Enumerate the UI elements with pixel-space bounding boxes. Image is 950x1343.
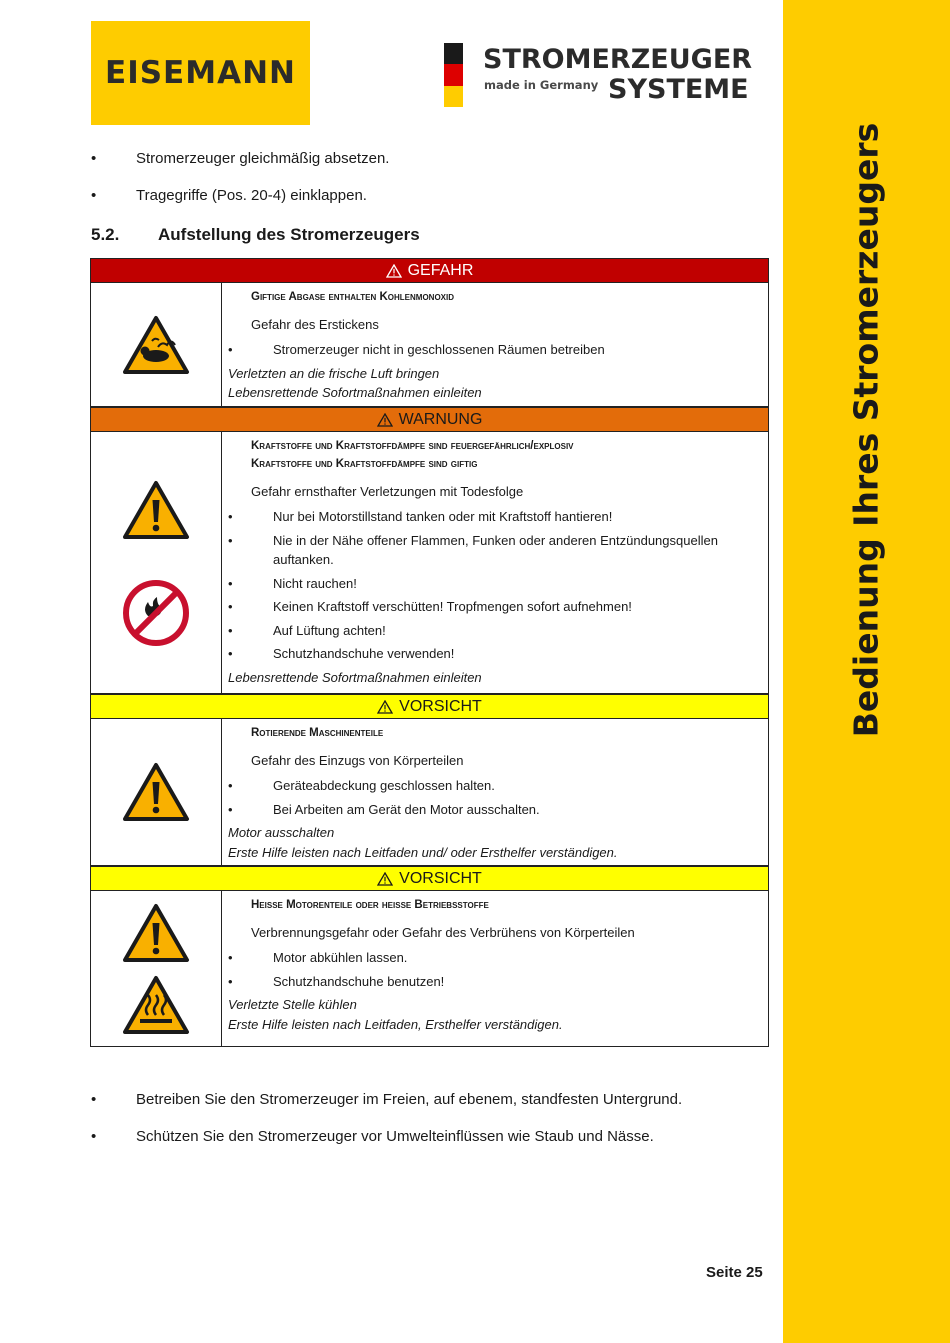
general-warning-icon [122, 480, 190, 540]
warning-triangle-icon [377, 413, 393, 427]
eisemann-logo [91, 21, 310, 125]
section-number: 5.2. [91, 225, 120, 244]
hot-surface-warning-icon [122, 975, 190, 1035]
hazard-header-caution [90, 694, 769, 719]
hazard-risk: Gefahr des Einzugs von Körperteilen [251, 753, 464, 768]
hazard-measure: • Nur bei Motorstillstand tanken oder mit Kraftstoff hantieren! [228, 507, 768, 527]
hazard-measure: • Motor abkühlen lassen. [228, 948, 768, 968]
hazard-header-danger [90, 258, 769, 283]
hazard-measure: • Auf Lüftung achten! [228, 621, 768, 641]
hazard-heading: Rotierende Maschinenteile [251, 727, 384, 739]
page-number: Seite 25 [706, 1264, 763, 1281]
hazard-icons [91, 891, 222, 1046]
hazard-text [222, 891, 768, 1046]
hazard-icons [91, 432, 222, 693]
hazard-header-warning [90, 407, 769, 432]
warning-triangle-icon [377, 872, 393, 886]
first-aid-line: Erste Hilfe leisten nach Leitfaden und/ oder Ersthelfer verständigen. [228, 844, 618, 860]
hazard-measure: • Geräteabdeckung geschlossen halten. [228, 776, 768, 796]
hazard-row-warning [90, 432, 769, 694]
hazard-header-caution [90, 866, 769, 891]
brand-title-line2: SYSTEME [608, 74, 749, 105]
warning-triangle-icon [386, 264, 402, 278]
hazard-heading: Heisse Motorenteile oder heisse Betriebsstoffe [251, 899, 489, 911]
brand-title-line1: STROMERZEUGER [483, 44, 753, 75]
hazard-measure: • Bei Arbeiten am Gerät den Motor ausschalten. [228, 800, 768, 820]
first-aid-line: Erste Hilfe leisten nach Leitfaden, Ersthelfer verständigen. [228, 1016, 563, 1032]
hazard-level-label: VORSICHT [399, 697, 482, 715]
logo-text: EISEMANN [105, 55, 296, 91]
warning-triangle-icon [377, 700, 393, 714]
first-aid-line: Verletzte Stelle kühlen [228, 997, 357, 1012]
brand-subtitle: made in Germany [484, 78, 599, 92]
first-aid-line: Lebensrettende Sofortmaßnahmen einleiten [228, 669, 482, 685]
hazard-risk: Gefahr ernsthafter Verletzungen mit Todesfolge [251, 484, 524, 499]
hazard-icons [91, 719, 222, 865]
sidebar-title: Bedienung Ihres Stromerzeugers [846, 122, 886, 738]
hazard-text [222, 719, 768, 865]
hazard-risk: Verbrennungsgefahr oder Gefahr des Verbrühens von Körperteilen [251, 925, 635, 940]
first-aid-line: Lebensrettende Sofortmaßnahmen einleiten [228, 385, 482, 400]
hazard-level-label: VORSICHT [399, 869, 482, 887]
hazard-measure: • Stromerzeuger nicht in geschlossenen Räumen betreiben [228, 340, 768, 360]
hazard-measure: • Keinen Kraftstoff verschütten! Tropfmengen sofort aufnehmen! [228, 597, 768, 617]
hazard-level-label: GEFAHR [407, 261, 474, 279]
hazard-heading: Giftige Abgase enthalten Kohlenmonoxid [251, 291, 455, 303]
hazard-icons [91, 283, 222, 406]
hazard-measure: • Schutzhandschuhe verwenden! [228, 644, 768, 664]
hazard-heading: Kraftstoffe und Kraftstoffdämpfe sind feuergefährlich/explosiv [251, 440, 574, 452]
section-title: Aufstellung des Stromerzeugers [158, 225, 420, 244]
hazard-heading: Kraftstoffe und Kraftstoffdämpfe sind giftig [251, 458, 478, 470]
general-warning-icon [122, 903, 190, 963]
hazard-level-label: WARNUNG [398, 410, 483, 428]
first-aid-line: Verletzten an die frische Luft bringen [228, 365, 440, 381]
hazard-row-caution [90, 719, 769, 866]
hazard-measure: • Nicht rauchen! [228, 574, 768, 594]
hazard-measure: • Nie in der Nähe offener Flammen, Funken oder anderen Entzündungsquellen auftanken. [228, 531, 768, 570]
no-open-flame-icon [123, 580, 189, 646]
hazard-text [222, 283, 768, 406]
first-aid-line: Motor ausschalten [228, 825, 335, 840]
hazard-measure: • Schutzhandschuhe benutzen! [228, 972, 768, 992]
hazard-row-danger [90, 283, 769, 407]
general-warning-icon [122, 762, 190, 822]
hazard-table [90, 258, 769, 1047]
hazard-risk: Gefahr des Erstickens [251, 317, 379, 332]
hazard-row-caution [90, 891, 769, 1047]
german-flag-icon [444, 43, 463, 107]
toxic-gas-warning-icon [122, 315, 190, 375]
hazard-text [222, 432, 768, 693]
